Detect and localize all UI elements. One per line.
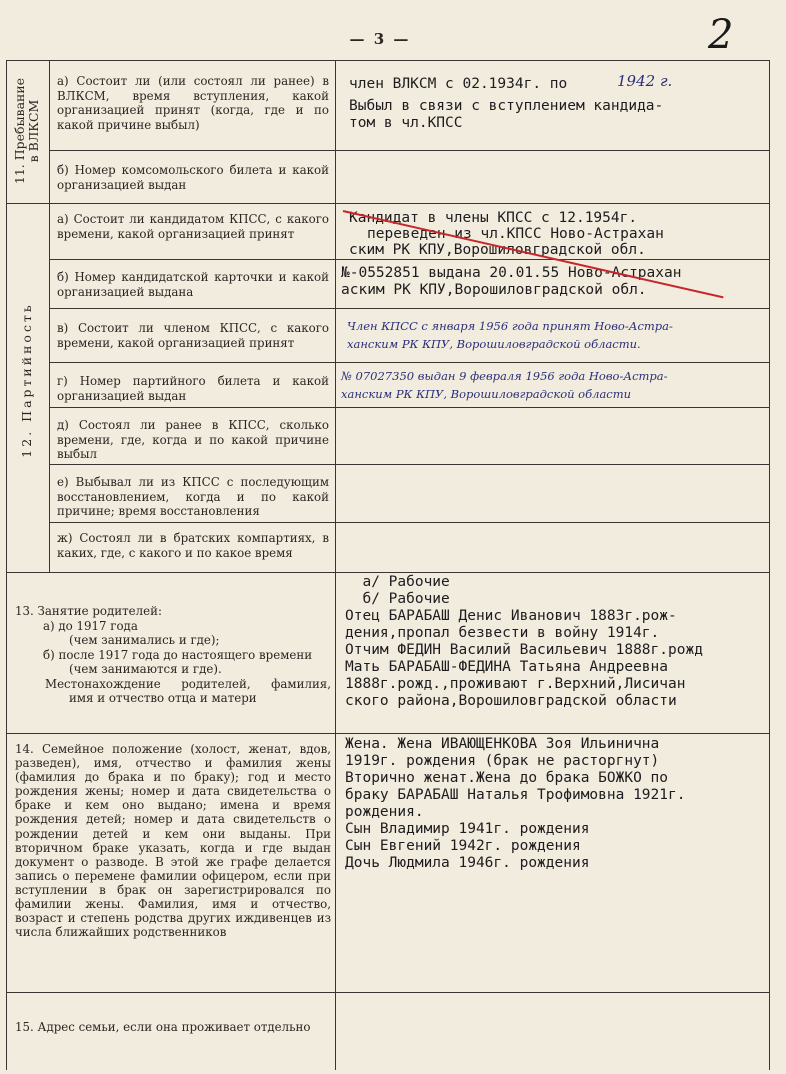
section-12a-answer-line3: ским РК КПУ,Ворошиловградской обл. xyxy=(349,242,646,258)
section-13-answer-line: 1888г.рожд.,проживают г.Верхний,Лисичан xyxy=(345,676,686,692)
row-divider xyxy=(49,522,770,523)
section-12g-answer-line1: № 07027350 выдан 9 февраля 1956 года Ново-Астра- xyxy=(341,369,668,383)
section-14-answer-line: Сын Евгений 1942г. рождения xyxy=(345,838,581,854)
section-11a-handwritten-date: 1942 г. xyxy=(617,72,673,90)
section-divider xyxy=(7,733,770,734)
section-13-answer-line: Отчим ФЕДИН Василий Васильевич 1888г.рожд xyxy=(345,642,703,658)
section-12v-answer-line2: ханским РК КПУ, Ворошиловградской области. xyxy=(347,337,641,351)
section-14-answer-line: Сын Владимир 1941г. рождения xyxy=(345,821,590,837)
section-12b-answer-line1: №-0552851 выдана 20.01.55 Ново-Астрахан xyxy=(341,265,682,281)
section-11b-question: б) Номер комсомольского билета и какой организацией выдан xyxy=(57,163,329,192)
section-12-label: 12. Партийность xyxy=(19,302,34,458)
section-14-answer-line: Дочь Людмила 1946г. рождения xyxy=(345,855,590,871)
section-divider xyxy=(7,203,770,204)
section-13-question: 13. Занятие родителей: а) до 1917 года (чем занимались и где); б) после 1917 года до настоящего времени (чем занимаются и где). Местонахождение родителей, фамилия, имя и отчество отца и матери xyxy=(15,604,331,705)
section-14-answer-line: рождения. xyxy=(345,804,424,820)
section-11a-answer-line1: член ВЛКСМ с 02.1934г. по xyxy=(349,76,568,92)
section-divider xyxy=(7,572,770,573)
row-divider xyxy=(49,308,770,309)
section-13-answer-line: дения,пропал безвести в войну 1914г. xyxy=(345,625,660,641)
section-divider xyxy=(7,992,770,993)
row-divider xyxy=(49,407,770,408)
row-divider xyxy=(49,150,770,151)
section-12g-answer-line2: ханским РК КПУ, Ворошиловградской области xyxy=(341,387,632,401)
section-12v-answer-line1: Член КПСС с января 1956 года принят Ново-Астра- xyxy=(347,319,673,333)
section-13-answer-line: ского района,Ворошиловградской области xyxy=(345,693,677,709)
answer-column-divider xyxy=(335,60,336,1070)
questionnaire-form xyxy=(6,60,769,1070)
row-divider xyxy=(49,464,770,465)
section-12d-question: д) Состоял ли ранее в КПСС, сколько времени, где, когда и по какой причине выбыл xyxy=(57,418,329,461)
section-13-answer-line: Отец БАРАБАШ Денис Иванович 1883г.рож- xyxy=(345,608,677,624)
section-12a-answer-line1: Кандидат в члены КПСС с 12.1954г. xyxy=(349,210,638,226)
page-number: — 3 — xyxy=(349,30,411,48)
section-13-answer-line: а/ Рабочие xyxy=(345,574,450,590)
section-11-label: 11. Пребывание в ВЛКСМ xyxy=(12,77,41,185)
section-12a-answer-line2: переведен из чл.КПСС Ново-Астрахан xyxy=(367,226,664,242)
section-12g-question: г) Номер партийного билета и какой организацией выдан xyxy=(57,374,329,403)
top-border xyxy=(7,60,770,61)
section-11a-answer-line3: том в чл.КПСС xyxy=(349,115,463,131)
section-11a-answer-line2: Выбыл в связи с вступлением кандида- xyxy=(349,98,664,114)
section-13-answer-line: б/ Рабочие xyxy=(345,591,450,607)
section-12b-question: б) Номер кандидатской карточки и какой организацией выдана xyxy=(57,270,329,299)
section-12b-answer-line2: аским РК КПУ,Ворошиловградской обл. xyxy=(341,282,647,298)
section-12a-question: а) Состоит ли кандидатом КПСС, с какого времени, какой организацией принят xyxy=(57,212,329,241)
section-14-answer-line: 1919г. рождения (брак не расторгнут) xyxy=(345,753,660,769)
handwritten-page-number: 2 xyxy=(708,12,734,58)
section-14-answer-line: Вторично женат.Жена до брака БОЖКО по xyxy=(345,770,669,786)
section-11a-question: а) Состоит ли (или состоял ли ранее) в ВЛКСМ, время вступления, какой организацией принят (когда, где и по какой причине выбыл) xyxy=(57,74,329,132)
row-divider xyxy=(49,362,770,363)
section-14-question: 14. Семейное положение (холост, женат, вдов, разведен), имя, отчество и фамилия жены (фамилия до брака и по браку); год и место рождения жены; номер и дата свидетельства о браке и кем оно выдано; имена и время рождения детей; номер и дата свидетельств о рождении детей и кем они выданы. При вторичном браке указать, когда и где выдан документ о разводе. В этой же графе делается запись о перемене фамилии офицером, если при вступлении в брак он зарегистрировался по фамилии жены. Фамилия, имя и отчество, возраст и степень родства других иждивенцев из числа ближайших родственников xyxy=(15,742,331,940)
right-border xyxy=(769,60,770,1070)
section-13-answer-line: Мать БАРАБАШ-ФЕДИНА Татьяна Андреевна xyxy=(345,659,669,675)
section-15-question: 15. Адрес семьи, если она проживает отдельно xyxy=(15,1020,311,1034)
label-column-divider xyxy=(49,60,50,572)
section-14-answer-line: браку БАРАБАШ Наталья Трофимовна 1921г. xyxy=(345,787,686,803)
row-divider xyxy=(49,259,770,260)
section-12e-question: е) Выбывал ли из КПСС с последующим восстановлением, когда и по какой причине; время восстановления xyxy=(57,475,329,518)
section-12v-question: в) Состоит ли членом КПСС, с какого времени, какой организацией принят xyxy=(57,321,329,350)
section-12zh-question: ж) Состоял ли в братских компартиях, в каких, где, с какого и по какое время xyxy=(57,531,329,560)
section-14-answer-line: Жена. Жена ИВАЮЩЕНКОВА Зоя Ильинична xyxy=(345,736,660,752)
